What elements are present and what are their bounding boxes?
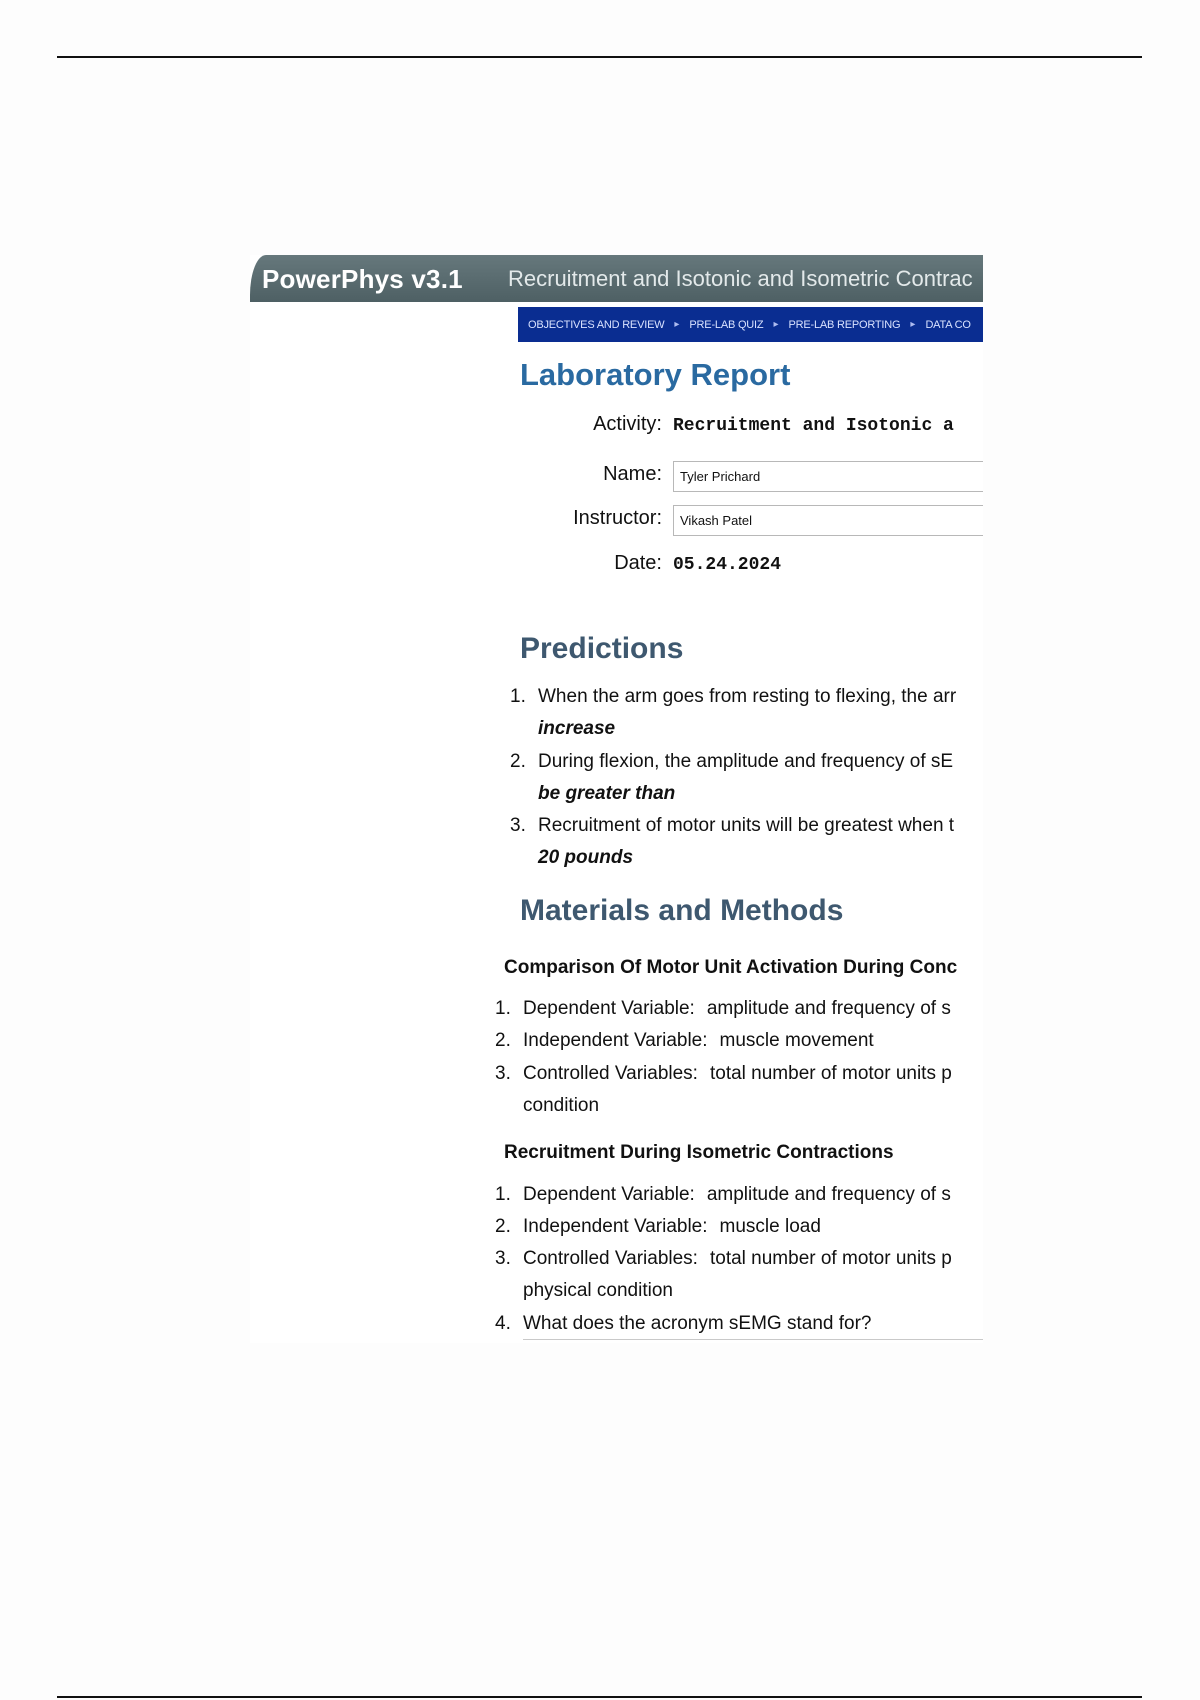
nav-item-objectives[interactable]: OBJECTIVES AND REVIEW [528, 318, 665, 331]
date-value: 05.24.2024 [673, 555, 782, 575]
variable-value: muscle movement [719, 1030, 874, 1051]
nav-item-data-collection[interactable]: DATA CO [925, 318, 971, 331]
section-title: Recruitment During Isometric Contractions [504, 1142, 894, 1163]
variable-row [523, 1184, 951, 1206]
nav-item-prelab-quiz[interactable]: PRE-LAB QUIZ [689, 318, 764, 331]
instructor-field[interactable] [673, 505, 983, 536]
variable-continuation: condition [523, 1095, 600, 1116]
date-label: Date: [614, 552, 662, 574]
predictions-heading: Predictions [520, 632, 684, 665]
variable-row [523, 1216, 821, 1238]
prediction-text: During flexion, the amplitude and frequency of sE [538, 751, 954, 772]
variable-number: 2. [495, 1030, 511, 1051]
prediction-answer: 20 pounds [538, 847, 634, 868]
prediction-number: 3. [510, 815, 526, 836]
prediction-number: 1. [510, 686, 526, 707]
variable-number: 1. [495, 1184, 511, 1205]
variable-number: 2. [495, 1216, 511, 1237]
name-label: Name: [603, 463, 662, 485]
variable-value: muscle load [719, 1216, 821, 1237]
variable-label: Controlled Variables: [523, 1248, 698, 1269]
name-field[interactable] [673, 461, 983, 492]
methods-heading: Materials and Methods [520, 894, 844, 927]
instructor-label: Instructor: [573, 507, 662, 529]
variable-row [523, 1248, 952, 1270]
screenshot-frame [250, 255, 983, 1343]
variable-value: total number of motor units p [709, 1063, 952, 1084]
answer-line[interactable] [523, 1339, 983, 1340]
prediction-text: When the arm goes from resting to flexing, the arr [538, 686, 957, 707]
variable-row [523, 1063, 952, 1085]
variable-label: Independent Variable: [523, 1030, 708, 1051]
question-text: What does the acronym sEMG stand for? [523, 1313, 872, 1334]
variable-continuation: physical condition [523, 1280, 673, 1301]
prediction-number: 2. [510, 751, 526, 772]
app-title-bar [250, 255, 983, 302]
variable-number: 1. [495, 998, 511, 1019]
variable-value: total number of motor units p [709, 1248, 952, 1269]
variable-label: Dependent Variable: [523, 998, 695, 1019]
chevron-right-icon: ▸ [674, 319, 680, 330]
chevron-right-icon: ▸ [910, 319, 916, 330]
app-subtitle: Recruitment and Isotonic and Isometric Contrac [508, 266, 973, 291]
variable-label: Controlled Variables: [523, 1063, 698, 1084]
page-top-rule [57, 56, 1142, 58]
report-heading: Laboratory Report [520, 357, 791, 392]
activity-value: Recruitment and Isotonic a [673, 416, 954, 436]
app-brand: PowerPhys v3.1 [262, 264, 463, 294]
variable-label: Independent Variable: [523, 1216, 708, 1237]
page-bottom-rule [57, 1696, 1142, 1698]
chevron-right-icon: ▸ [773, 319, 779, 330]
variable-value: amplitude and frequency of s [706, 998, 951, 1019]
activity-label: Activity: [593, 413, 662, 435]
prediction-text: Recruitment of motor units will be greatest when t [538, 815, 955, 836]
variable-value: amplitude and frequency of s [706, 1184, 951, 1205]
prediction-answer: be greater than [538, 783, 676, 804]
variable-row [523, 1030, 874, 1052]
question-number: 4. [495, 1313, 511, 1334]
variable-number: 3. [495, 1248, 511, 1269]
nav-item-prelab-reporting[interactable]: PRE-LAB REPORTING [788, 318, 901, 331]
variable-label: Dependent Variable: [523, 1184, 695, 1205]
variable-row [523, 998, 951, 1020]
section-title: Comparison Of Motor Unit Activation During Conc [504, 957, 958, 978]
variable-number: 3. [495, 1063, 511, 1084]
prediction-answer: increase [538, 718, 616, 739]
nav-bar [518, 307, 983, 342]
